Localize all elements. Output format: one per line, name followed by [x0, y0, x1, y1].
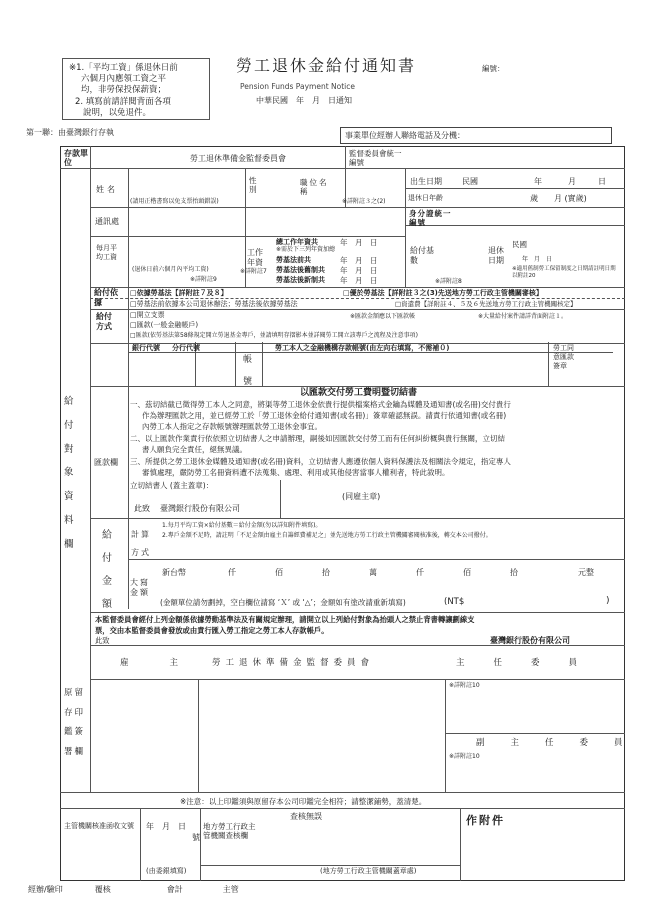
- review-ok-label: 查核無誤: [290, 812, 322, 821]
- note-line: ※1.「平均工資」係退休日前: [69, 63, 178, 73]
- unit-thousand: 仟: [228, 568, 236, 577]
- years-pre-lsa: 勞基法前共: [276, 256, 311, 264]
- account-hint: 勞工本人之金融機構存款帳號(由左向右填寫，不需補０): [275, 344, 450, 352]
- ymd-2: 年 月 日: [340, 256, 378, 265]
- calc-note-2: 2.專戶金額不足時，請註明「不足金額由雇主自籌經費補足之」並先送地方勞工行政主管機關審閱核准後，轉交本公司撥付。: [162, 532, 492, 539]
- note-line: 六個月內應領工資之平: [81, 74, 167, 85]
- receipt-ymd: 年 月 日: [146, 822, 186, 831]
- statement-line: 票，交由本監督委員會發放或由責行匯入勞工指定之勞工本人存款帳戶。: [95, 626, 329, 635]
- affidavit-line: 作為辦理匯款之用，並已經勞工於「勞工退休金給付通知書(或名冊)」簽章確認無誤。請責行依通知書(或名冊): [142, 411, 507, 420]
- unit-ten-2: 拾: [510, 568, 518, 577]
- affidavit-line: 書人願負完全責任，絕無異議。: [142, 445, 247, 454]
- remit-note: ※匯款金額應以下匯款帳: [350, 313, 416, 320]
- note-7: ※詳附註7: [240, 268, 267, 275]
- years-post-lsa-old: 勞基法後舊制共: [276, 266, 325, 274]
- depositor-name: 勞工退休準備金監督委員會: [190, 154, 286, 163]
- work-years-label: 工作年資: [247, 248, 263, 267]
- retire-ymd: 年 月 日: [522, 256, 553, 263]
- unit-thousand-2: 仟: [416, 568, 424, 577]
- unit-hundred-2: 佰: [463, 568, 471, 577]
- retire-age-label: 退休日年齡: [408, 194, 443, 202]
- bank-code-label: 銀行代號: [132, 344, 160, 352]
- name-hint: (請用正楷書寫以免支票抬頭錯誤): [130, 198, 219, 205]
- calc-note-1: 1.每月平均工資×給付基數＝給付金額(勿以詳知附件填寫)。: [162, 522, 322, 529]
- filled-by-label: (由委銀填寫): [146, 867, 187, 875]
- note-10-vice: ※詳附註10: [449, 753, 480, 760]
- affidavit-line: 二、以上匯款作業責行依依照立切結書人之申請辦理，嗣後如因匯款交付勞工而有任何糾紛概與貴行無關，立切結: [130, 434, 505, 443]
- note-9: ※詳附註9: [190, 276, 217, 283]
- years-post-lsa-new: 勞基法後新制共: [276, 276, 325, 284]
- total-years: 總工作年資共: [276, 238, 318, 246]
- retire-date-label: 退休日期: [488, 246, 504, 265]
- yuan-label: 元整: [578, 568, 594, 577]
- method-label: 給付方式: [96, 312, 112, 331]
- statement-line: 本監督委員會經付上列金額係依據勞動基準法及有關規定辦理，請開立以上列給付對象為抬頭人之禁止背書轉讓劃線支: [95, 615, 475, 624]
- unit-hundred: 佰: [275, 568, 283, 577]
- retire-age-suffix: 歲 月 (實歲): [530, 194, 587, 203]
- form-subtitle: Pension Funds Payment Notice: [240, 82, 355, 91]
- basis-better-checkbox[interactable]: □優於勞基法【詳附註３之(3)先送地方勞工行政主管機關審核】: [343, 289, 543, 297]
- nts-label: (NT$: [444, 597, 465, 607]
- affidavit-line: 內勞工本人指定之存款帳號辦理匯款勞工退休金事宜。: [142, 422, 322, 431]
- avg-wage-hint: (退休日前六個月內平均工資): [132, 266, 209, 273]
- employer-seal-label: (同雇主章): [342, 492, 381, 501]
- branch-code-label: 分行代號: [172, 344, 200, 352]
- remit-section-label: 匯款欄: [94, 458, 118, 467]
- form-title: 勞工退休金給付通知書: [236, 56, 417, 75]
- attachment-label: 作附件: [466, 814, 505, 827]
- statement-to-label: 此致: [95, 636, 110, 645]
- ymd-4: 年 月 日: [340, 276, 378, 285]
- note-line: 2. 填寫前請詳閱背面各項: [75, 96, 171, 107]
- copy-label: 第一聯：由臺灣銀行存執: [26, 128, 114, 137]
- capital-amount-label: 大寫金額: [130, 578, 150, 597]
- name-label: 姓名: [96, 185, 118, 194]
- ymd-1: 年 月 日: [340, 238, 378, 247]
- basis-company-checkbox[interactable]: □勞基法前依據本公司退休辦法；勞基法後依據勞基法: [130, 300, 298, 308]
- calc-method-label: 計算方式: [131, 530, 151, 558]
- seal-warning: ※注意：以上印鑑須與原留存本公司印鑑完全相符；請整潔鋪勢，蓋清楚。: [180, 797, 427, 806]
- statement-bank: 臺灣銀行股份有限公司: [490, 636, 570, 645]
- vice-chair-seal-heading: 副 主 任 委 員: [476, 738, 626, 748]
- note-8: ※詳附註8: [435, 278, 462, 285]
- footer-signoff: 經辦/驗印 覆核 會計 主管: [28, 885, 239, 894]
- seal-sign-label: 原留存印鑑簽署欄: [64, 688, 86, 757]
- amount-note: (金額單位請勿劃掉，空白欄位請寫 ‘Ｘ’ 或 ‘△’；金額如有塗改請重新填寫): [160, 598, 406, 607]
- bulk-note: ※大量給付案件請詳背面附註１。: [478, 313, 568, 320]
- sex-label: 性別: [249, 176, 257, 195]
- basis-severance-checkbox[interactable]: □資遣費【詳附註４、５及６先送地方勞工行政主管機關核定】: [395, 300, 577, 308]
- notice-date: 中華民國 年 月 日通知: [256, 96, 352, 105]
- total-years-hint: ※需於下三列年資加總: [276, 246, 336, 253]
- employer-seal-heading: 雇 主: [120, 658, 187, 668]
- note-3-2: ※詳附註３之(2): [342, 198, 386, 205]
- affidavit-signer: 立切結書人 (蓋主蓋章)：: [130, 481, 214, 490]
- affidavit-line: 一、茲切結截已徵得勞工本人之同意，將渠等勞工退休金依貴行提供檔案格式金鑰為媒體及通知書(或名冊)交付貴行: [130, 400, 511, 409]
- chair-seal-heading: 主 任 委 員: [456, 658, 582, 668]
- nts-close: ): [606, 596, 610, 606]
- affidavit-line: 三、所提供之勞工退休金媒體及通知書(或名冊)資料，立切結書人應遵依個人資料保護法及相關法令規定，指定專人: [130, 457, 511, 466]
- committee-no-label: 監督委員會統一編號: [349, 149, 402, 168]
- affidavit-to-bank: 臺灣銀行股份有限公司: [160, 504, 240, 513]
- instruction-notes: [62, 58, 210, 120]
- address-label: 通訊處: [95, 217, 119, 226]
- month-label: 月: [568, 177, 576, 186]
- basis-label: 給付依據: [94, 288, 118, 307]
- payment-base-label: 給付基數: [410, 246, 434, 265]
- note-line: 均，非勞保投保薪資；: [81, 85, 167, 96]
- committee-seal-heading: 勞工退休準備金監督委員會: [212, 658, 375, 668]
- approval-receipt-label: 主管機關核准函收文號: [64, 822, 134, 830]
- contact-phone-field[interactable]: 事業單位經辦人聯絡電話及分機：: [340, 127, 612, 144]
- birth-date-label: 出生日期: [410, 177, 442, 186]
- note-20: ※適用舊制勞工保留制度之日期請註明日期以附註20: [512, 266, 616, 279]
- ymd-3: 年 月 日: [340, 266, 378, 275]
- depositor-label: 存款單位: [64, 149, 88, 167]
- job-title-label: 職位名稱: [300, 178, 329, 197]
- note-10-chair: ※詳附註10: [449, 682, 480, 689]
- roc-label: 民國: [462, 177, 478, 186]
- id-number-label: 身分證統一編號: [409, 209, 452, 228]
- currency-label: 新台幣: [162, 568, 186, 577]
- account-label: 帳號: [243, 355, 253, 387]
- object-data-label: 給付對象資料欄: [64, 396, 77, 550]
- serial-number-label: 編號：: [482, 64, 505, 73]
- year-label: 年: [534, 177, 542, 186]
- retire-roc: 民國: [512, 240, 527, 249]
- affidavit-to-label: 此致: [134, 504, 150, 513]
- affidavit-line: 審慎處理，嚴防勞工名冊資料遭不法蒐集、處理、利用或其他侵害當事人權利者，特此敘明。: [142, 468, 450, 477]
- day-label: 日: [598, 177, 606, 186]
- local-seal-label: (地方勞工行政主管機關蓋章處): [320, 867, 417, 875]
- unit-ten-thousand: 萬: [369, 568, 377, 577]
- affidavit-heading: 以匯款交付勞工費明暨切結書: [300, 388, 418, 398]
- method-remit-checkbox[interactable]: □匯款(一般金融帳戶): [130, 321, 199, 329]
- receipt-no: 號: [192, 833, 200, 842]
- method-special-account-checkbox[interactable]: □匯款(依勞基法第58條規定開立勞退基金專戶，並請填明存摺影本並詳閱勞工開立該專戶之流程及注意事項): [130, 332, 418, 339]
- worker-agree-label: 勞工同意匯款簽章: [553, 344, 574, 370]
- unit-ten: 拾: [322, 568, 330, 577]
- payment-amount-label: 給付金額: [102, 530, 114, 610]
- method-check-checkbox[interactable]: □開立支票: [130, 311, 165, 319]
- avg-wage-label: 每月平均工資: [96, 244, 117, 261]
- basis-lsa-checkbox[interactable]: □依據勞基法【詳附註７及８】: [130, 289, 228, 297]
- note-line: 說明，以免退件。: [83, 107, 152, 118]
- local-authority-label: 地方勞工行政主管機關查核欄: [203, 822, 256, 841]
